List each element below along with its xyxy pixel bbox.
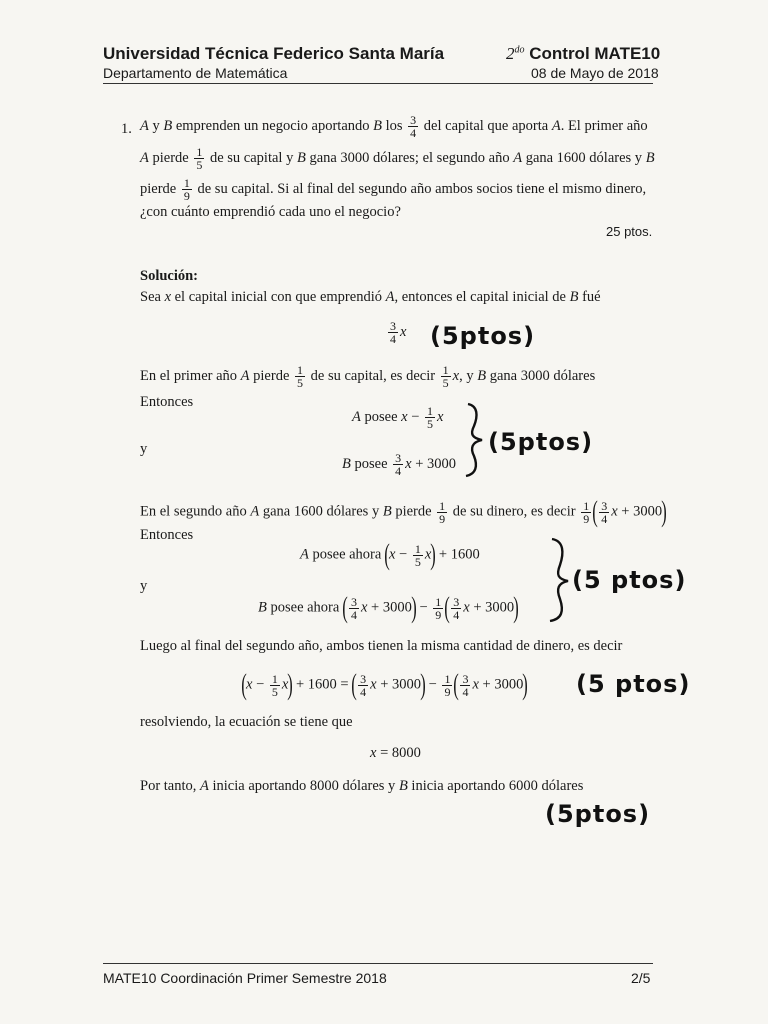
control-name: Control MATE10 <box>529 44 661 63</box>
paren-open: ( <box>384 538 390 571</box>
fraction: $\frac{1}{5}$ <box>196 145 203 172</box>
exam-date: 08 de Mayo de 2018 <box>531 65 659 81</box>
equation-initial-b: $\frac{3}{4}$ x <box>390 319 407 346</box>
fraction: $\frac{1}{5}$ <box>271 671 278 699</box>
fraction: $\frac{3}{4}$ <box>350 594 357 622</box>
fraction: $\frac{3}{4}$ <box>395 451 402 478</box>
problem-line-3: pierde $\frac{1}{9}$ de su capital. Si al final del segundo año ambos socios tiene el mismo dinero, <box>140 176 647 203</box>
handwritten-points-3: (5 ptos) <box>572 566 687 594</box>
footer-course: MATE10 Coordinación Primer Semestre 2018 <box>103 970 387 986</box>
solution-p6: Por tanto, A inicia aportando 8000 dólares y B inicia aportando 6000 dólares <box>140 778 584 794</box>
paren-close: ) <box>522 668 529 701</box>
paren-open: ( <box>241 668 247 701</box>
problem-line-2: A pierde $\frac{1}{5}$ de su capital y B gana 3000 dólares; el segundo año A gana 1600 dólares y B <box>140 145 655 172</box>
fraction: $\frac{1}{5}$ <box>442 363 449 390</box>
fraction: $\frac{3}{4}$ <box>453 594 460 622</box>
paren-open: ( <box>592 495 598 528</box>
control-sup: do <box>514 44 525 56</box>
equation-b-year2: B posee ahora ( $\frac{3}{4}$ x + 3000) − $\frac{1}{9}$ ( $\frac{3}{4}$ x + 3000) <box>258 591 519 624</box>
fraction: $\frac{1}{9}$ <box>583 498 590 526</box>
department-name: Departamento de Matemática <box>103 65 288 81</box>
paren-close: ) <box>430 538 437 571</box>
fraction: $\frac{3}{4}$ <box>410 113 417 140</box>
paren-close: ) <box>420 668 426 701</box>
fraction: $\frac{3}{4}$ <box>601 498 608 526</box>
problem-number: 1. <box>121 121 132 137</box>
fraction: $\frac{3}{4}$ <box>390 319 396 346</box>
paren-open: ( <box>342 591 348 624</box>
equation-result: x = 8000 <box>370 745 421 761</box>
equation-a-year1: A posee x − $\frac{1}{5}$ x <box>352 404 444 431</box>
handwritten-points-2: (5ptos) <box>488 428 594 456</box>
equation-b-year1: B posee $\frac{3}{4}$ x + 3000 <box>342 451 456 478</box>
solution-p2: En el primer año A pierde $\frac{1}{5}$ de su capital, es decir $\frac{1}{5}$ x, y B gana 3000 dólares <box>140 363 596 390</box>
control-title <box>506 44 660 64</box>
paren-close: ) <box>513 591 519 624</box>
paren-close: ) <box>287 668 294 701</box>
fraction: $\frac{1}{9}$ <box>435 594 442 622</box>
fraction: $\frac{1}{5}$ <box>427 404 433 431</box>
paren-close: ) <box>411 591 417 624</box>
fraction: $\frac{1}{5}$ <box>297 363 304 390</box>
handwritten-points-5: (5ptos) <box>545 800 651 828</box>
problem-line-1: A y B emprenden un negocio aportando B los $\frac{3}{4}$ del capital que aporta A. El primer año <box>140 113 648 140</box>
handwritten-points-4: (5 ptos) <box>576 670 691 698</box>
header-rule <box>103 83 653 84</box>
equation-a-year2: A posee ahora (x − $\frac{1}{5}$ x) + 1600 <box>300 538 480 571</box>
solution-heading: Solución: <box>140 268 199 284</box>
paren-open: ( <box>453 668 460 701</box>
fraction: $\frac{1}{9}$ <box>439 498 446 526</box>
footer-page: 2/5 <box>631 970 651 986</box>
solution-p4: Luego al final del segundo año, ambos tienen la misma cantidad de dinero, es decir <box>140 638 623 654</box>
connector-y-2: y <box>140 578 148 594</box>
paren-close: ) <box>661 495 667 528</box>
problem-line-4: ¿con cuánto emprendió cada uno el negocio? <box>140 204 401 220</box>
control-number: 2 <box>506 44 515 63</box>
fraction: $\frac{1}{9}$ <box>183 176 190 203</box>
footer-rule <box>103 963 653 964</box>
paren-open: ( <box>351 668 357 701</box>
paren-open: ( <box>444 591 451 624</box>
solution-p5: resolviendo, la ecuación se tiene que <box>140 714 353 730</box>
entonces-1: Entonces <box>140 394 194 410</box>
fraction: $\frac{1}{9}$ <box>444 671 451 699</box>
handwritten-points-1: (5ptos) <box>430 322 536 350</box>
problem-points: 25 ptos. <box>606 224 653 239</box>
equation-final: (x − $\frac{1}{5}$ x) + 1600 = ( $\frac{3}{4}$ x + 3000) − $\frac{1}{9}$ ( $\frac{3}{4}$ x + 3000) <box>241 668 529 701</box>
fraction: $\frac{3}{4}$ <box>360 671 367 699</box>
solution-p3: En el segundo año A gana 1600 dólares y B pierde $\frac{1}{9}$ de su dinero, es decir $\frac{1}{9}$ ( $\frac{3}{4}$ x + 3000) <box>140 495 667 528</box>
entonces-2: Entonces <box>140 527 194 543</box>
solution-p1: Sea x el capital inicial con que emprendió A, entonces el capital inicial de B fué <box>140 289 601 305</box>
fraction: $\frac{3}{4}$ <box>462 671 469 699</box>
university-name: Universidad Técnica Federico Santa María <box>103 44 445 63</box>
fraction: $\frac{1}{5}$ <box>414 541 421 569</box>
connector-y-1: y <box>140 441 148 457</box>
